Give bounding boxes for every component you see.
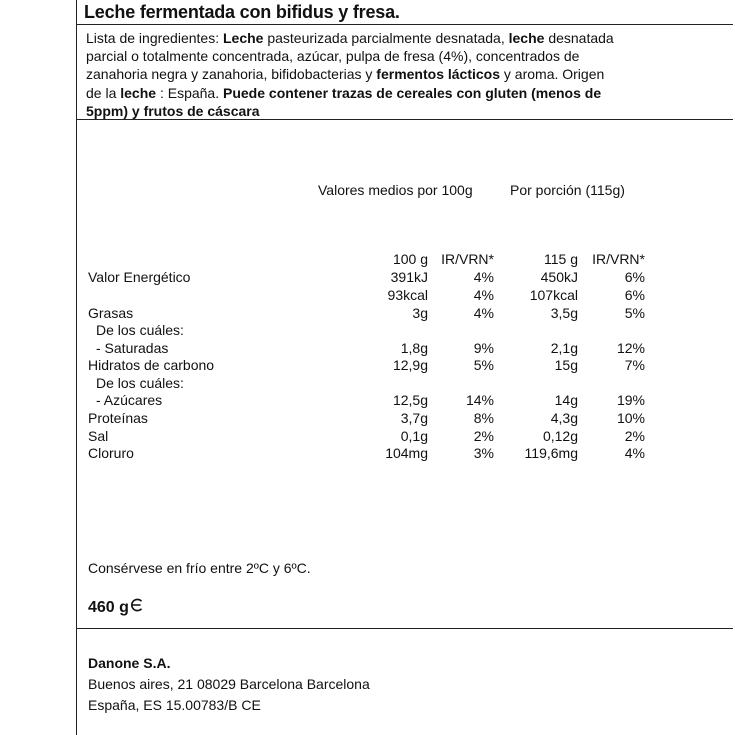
product-title: Leche fermentada con bifidus y fresa. [84, 2, 400, 22]
header-per-100g: Valores medios por 100g [318, 182, 473, 198]
nutrition-row [0, 428, 735, 446]
nutrient-name: - Saturadas [96, 340, 169, 356]
nutrition-row [0, 322, 735, 340]
nutrient-name: Grasas [88, 305, 134, 321]
ingredient-allergen: Puede contener trazas de cereales con gluten (menos de 5ppm) y frutos de cáscara [86, 84, 602, 119]
nutrition-row [0, 269, 735, 287]
estimated-sign-icon [130, 598, 143, 617]
nutrition-row [0, 445, 735, 463]
ingredients-divider [76, 119, 733, 120]
col-ir-115g: IR/VRN* [592, 251, 645, 267]
value-100g: 1,8g [400, 340, 428, 356]
value-portion: 3,5g [550, 305, 578, 321]
value-100g: 391kJ [390, 269, 428, 285]
ir-100g: 4% [473, 287, 494, 303]
nutrition-column-headers [0, 251, 735, 269]
col-115g: 115 g [544, 251, 578, 267]
ir-100g: 14% [465, 392, 494, 408]
ir-100g: 2% [473, 428, 494, 444]
value-100g: 93kcal [387, 287, 428, 303]
ir-100g: 3% [473, 445, 494, 461]
nutrition-row [0, 357, 735, 375]
value-100g: 3,7g [400, 410, 428, 426]
nutrient-name: De los cuáles: [96, 375, 184, 391]
ir-portion: 5% [624, 305, 645, 321]
net-weight-value: 460 g [88, 598, 129, 616]
ir-portion: 12% [616, 340, 645, 356]
ir-portion: 19% [616, 392, 645, 408]
value-portion: 4,3g [550, 410, 578, 426]
ir-100g: 4% [473, 305, 494, 321]
ingredient-text: desnatada parcial o totalmente concentrada, azúcar, pulpa de fresa (4%), concentrados de zanahoria negra y zanahoria, bifidobacterias y [86, 30, 614, 83]
nutrition-row [0, 392, 735, 410]
company-address-line1: Buenos aires, 21 08029 Barcelona Barcelona [88, 676, 370, 692]
value-portion: 15g [554, 357, 578, 373]
ir-100g: 4% [473, 269, 494, 285]
net-weight [88, 598, 143, 617]
ir-100g: 5% [473, 357, 494, 373]
ingredient-text: Lista de ingredientes: [86, 30, 223, 46]
nutrition-row [0, 305, 735, 323]
ir-portion: 7% [624, 357, 645, 373]
ir-portion: 4% [624, 445, 645, 461]
value-portion: 0,12g [542, 428, 578, 444]
ingredient-allergen: fermentos lácticos [376, 66, 501, 83]
nutrient-name: Hidratos de carbono [88, 357, 215, 373]
ingredient-allergen: leche [508, 30, 545, 46]
nutrition-row [0, 375, 735, 393]
ingredient-allergen: Leche [222, 30, 264, 46]
title-divider [76, 24, 733, 25]
nutrition-row [0, 410, 735, 428]
value-100g: 3g [412, 305, 428, 321]
ingredient-text: pasteurizada parcialmente desnatada, [263, 30, 509, 46]
value-100g: 12,5g [392, 392, 428, 408]
ingredient-text: : España. [156, 84, 223, 101]
ingredient-text: y aroma. Origen de la [86, 66, 605, 101]
nutrient-name: Valor Energético [88, 269, 191, 285]
ir-portion: 10% [616, 410, 645, 426]
company-address-line2: España, ES 15.00783/B CE [88, 697, 261, 713]
ir-100g: 9% [473, 340, 494, 356]
storage-instructions: Consérvese en frío entre 2ºC y 6ºC. [88, 560, 311, 576]
col-ir-100g: IR/VRN* [441, 251, 494, 267]
value-100g: 104mg [385, 445, 428, 461]
value-portion: 450kJ [540, 269, 578, 285]
weight-divider [76, 628, 733, 629]
ir-100g: 8% [473, 410, 494, 426]
nutrient-name: Cloruro [88, 445, 134, 461]
ingredients-list [86, 29, 616, 120]
nutrition-row [0, 287, 735, 305]
nutrient-name: - Azúcares [96, 392, 163, 408]
nutrient-name: De los cuáles: [96, 322, 184, 338]
nutrient-name: Sal [88, 428, 109, 444]
col-100g: 100 g [392, 251, 428, 267]
ir-portion: 6% [624, 287, 645, 303]
header-per-portion: Por porción (115g) [510, 182, 625, 198]
value-portion: 14g [554, 392, 578, 408]
ir-portion: 6% [624, 269, 645, 285]
nutrient-name: Proteínas [88, 410, 148, 426]
value-portion: 119,6mg [524, 445, 578, 461]
ir-portion: 2% [624, 428, 645, 444]
value-portion: 107kcal [529, 287, 578, 303]
value-100g: 0,1g [400, 428, 428, 444]
ingredient-allergen: leche [120, 84, 157, 101]
company-name: Danone S.A. [88, 655, 171, 671]
value-portion: 2,1g [550, 340, 578, 356]
value-100g: 12,9g [392, 357, 428, 373]
nutrition-row [0, 340, 735, 358]
